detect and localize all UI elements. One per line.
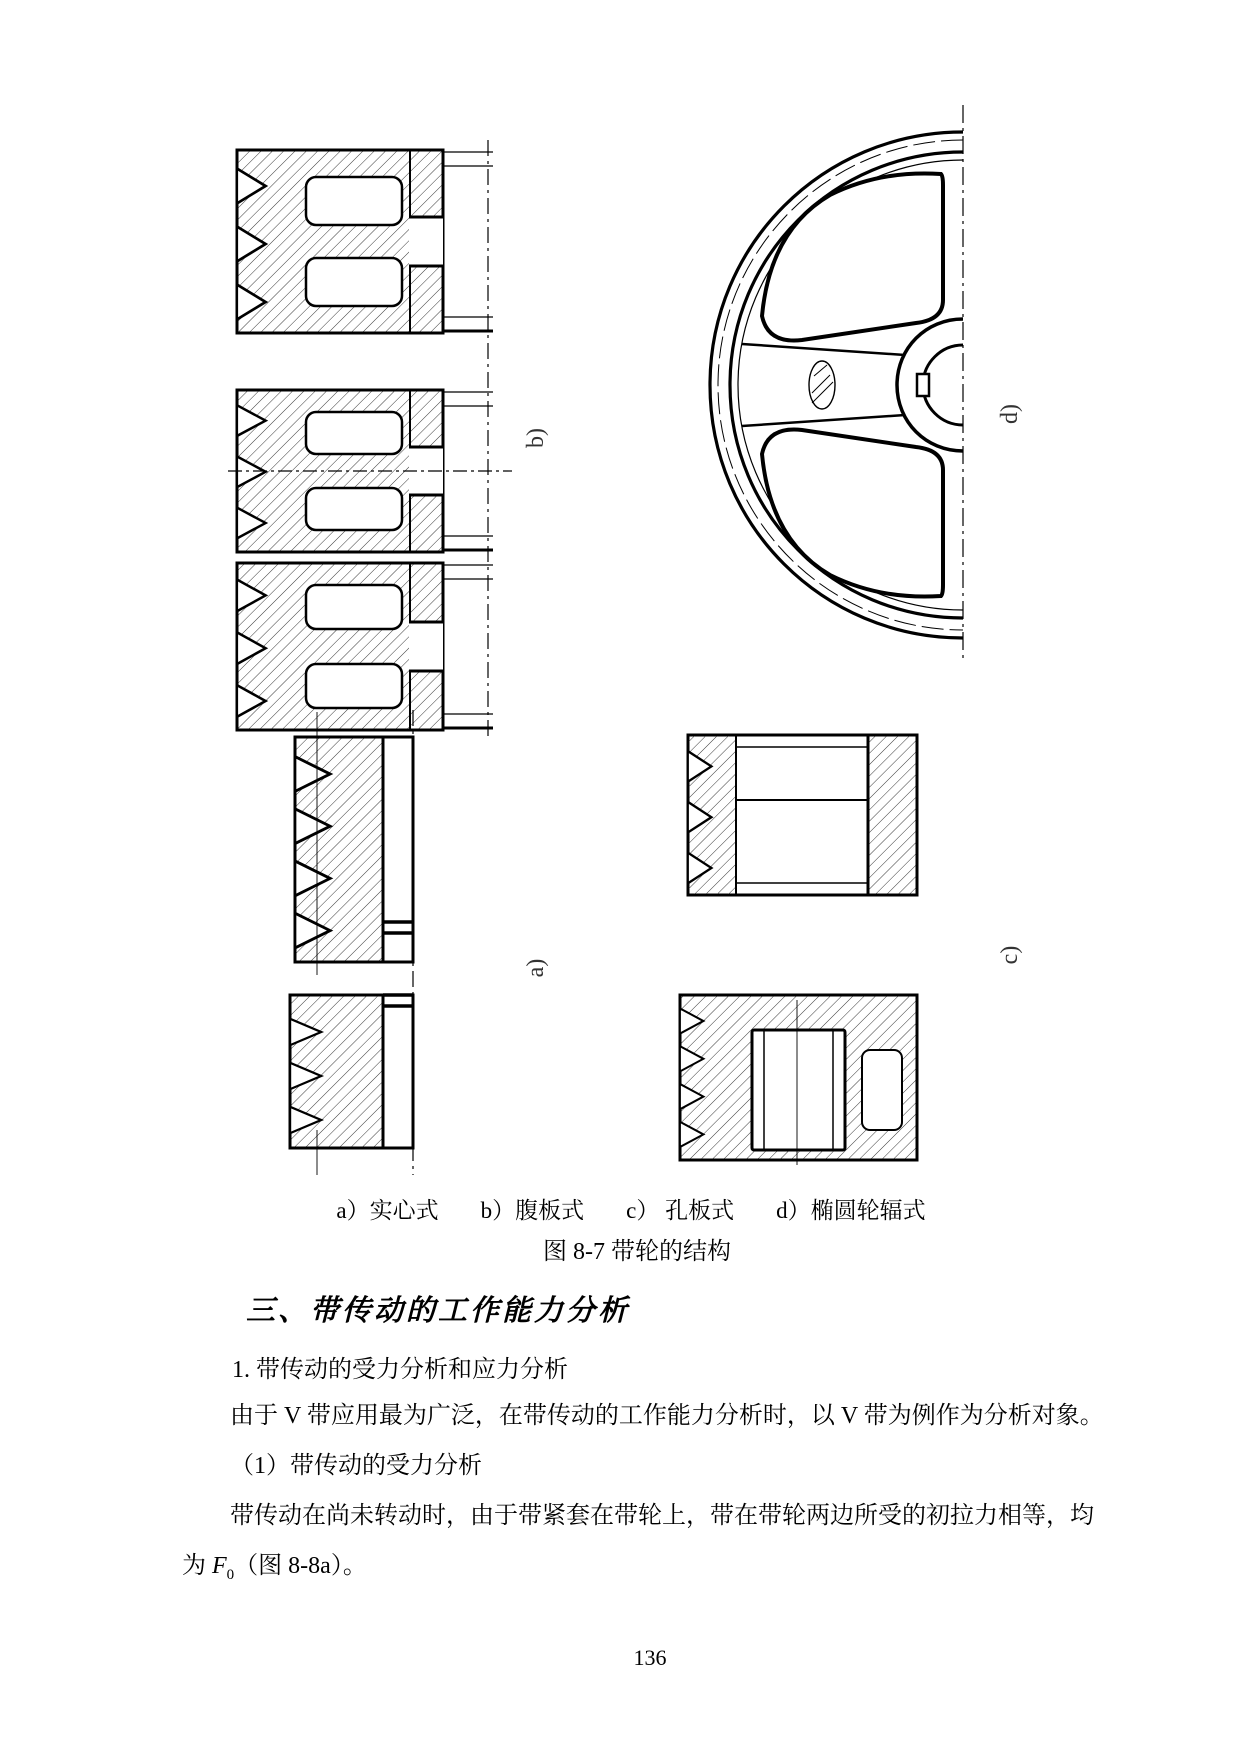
numbered-heading: 1. 带传动的受力分析和应力分析 xyxy=(232,1357,568,1383)
paragraph-1: 由于 V 带应用最为广泛，在带传动的工作能力分析时，以 V 带为例作为分析对象。 xyxy=(230,1403,1104,1429)
figure-8-7-pulley-structures xyxy=(0,95,1240,1200)
sublabel-d: d) xyxy=(997,404,1023,424)
caption-item-d: d）椭圆轮辐式 xyxy=(776,1198,926,1223)
page-number: 136 xyxy=(633,1645,667,1670)
section-heading: 三、带传动的工作能力分析 xyxy=(246,1295,631,1327)
para2-prefix: 为 xyxy=(182,1553,206,1579)
sublabel-c: c) xyxy=(997,945,1023,965)
sublabel-b: b) xyxy=(523,428,549,448)
para2-suffix: （图 8-8a）。 xyxy=(234,1553,367,1579)
caption-item-a: a）实心式 xyxy=(336,1198,439,1223)
paragraph-2-line2 xyxy=(182,1550,367,1591)
figure-caption xyxy=(0,1196,1240,1226)
spoke-ellipse-section xyxy=(809,361,835,409)
pulley-section-web-type-group xyxy=(228,140,512,740)
caption-item-b: b）腹板式 xyxy=(480,1198,585,1223)
figure-title: 图 8-7 带轮的结构 xyxy=(543,1239,731,1265)
pulley-wheel-elliptical-spoke xyxy=(710,105,963,660)
pulley-section-solid-type-group xyxy=(290,710,413,1175)
force-symbol: F xyxy=(212,1553,227,1579)
sublabel-a: a) xyxy=(523,958,549,978)
force-subscript: 0 xyxy=(226,1566,235,1583)
caption-item-c: c） 孔板式 xyxy=(626,1198,735,1223)
sub-heading-1: （1）带传动的受力分析 xyxy=(230,1453,482,1479)
paragraph-2-line1: 带传动在尚未转动时，由于带紧套在带轮上，带在带轮两边所受的初拉力相等，均 xyxy=(230,1503,1094,1529)
pulley-section-hole-plate-group xyxy=(680,735,917,1165)
